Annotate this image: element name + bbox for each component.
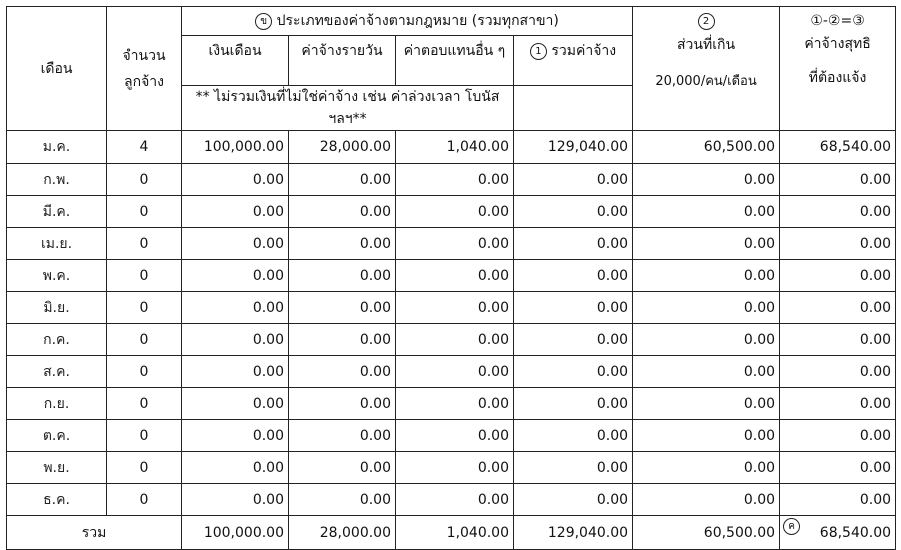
cell-excess: 0.00 xyxy=(633,324,780,356)
cell-salary: 0.00 xyxy=(182,164,289,196)
cell-daily: 0.00 xyxy=(289,356,396,388)
table-row xyxy=(7,324,896,356)
table-row xyxy=(7,452,896,484)
header-wage-type-label: ประเภทของค่าจ้างตามกฎหมาย (รวมทุกสาขา) xyxy=(276,13,559,29)
cell-salary: 0.00 xyxy=(182,388,289,420)
cell-excess: 0.00 xyxy=(633,292,780,324)
cell-month: เม.ย. xyxy=(7,228,107,260)
cell-net: 0.00 xyxy=(780,356,896,388)
cell-total: 0.00 xyxy=(514,420,633,452)
cell-excess: 0.00 xyxy=(633,356,780,388)
cell-other: 0.00 xyxy=(396,324,514,356)
cell-other: 0.00 xyxy=(396,164,514,196)
cell-excess: 0.00 xyxy=(633,484,780,516)
totals-row xyxy=(7,516,896,550)
cell-net: 0.00 xyxy=(780,420,896,452)
cell-daily: 28,000.00 xyxy=(289,131,396,164)
cell-daily: 0.00 xyxy=(289,164,396,196)
cell-net: 68,540.00 xyxy=(780,131,896,164)
cell-net: 0.00 xyxy=(780,292,896,324)
cell-total: 0.00 xyxy=(514,324,633,356)
cell-total: 0.00 xyxy=(514,484,633,516)
cell-salary: 100,000.00 xyxy=(182,131,289,164)
cell-employees: 0 xyxy=(107,420,182,452)
totals-total: 129,040.00 xyxy=(514,516,633,550)
header-net-title: ค่าจ้างสุทธิ xyxy=(804,36,871,52)
table-row xyxy=(7,356,896,388)
cell-total: 0.00 xyxy=(514,196,633,228)
cell-month: พ.ย. xyxy=(7,452,107,484)
cell-salary: 0.00 xyxy=(182,292,289,324)
totals-net-cell xyxy=(780,516,896,550)
header-note: ** ไม่รวมเงินที่ไม่ใช่ค่าจ้าง เช่น ค่าล่วงเวลา โบนัส ฯลฯ** xyxy=(182,86,514,131)
cell-other: 0.00 xyxy=(396,420,514,452)
cell-month: ก.ค. xyxy=(7,324,107,356)
cell-other: 0.00 xyxy=(396,228,514,260)
cell-employees: 0 xyxy=(107,260,182,292)
cell-net: 0.00 xyxy=(780,196,896,228)
cell-daily: 0.00 xyxy=(289,484,396,516)
cell-daily: 0.00 xyxy=(289,228,396,260)
cell-month: ส.ค. xyxy=(7,356,107,388)
cell-daily: 0.00 xyxy=(289,260,396,292)
cell-other: 0.00 xyxy=(396,452,514,484)
table-row xyxy=(7,228,896,260)
header-total-wage-label: รวมค่าจ้าง xyxy=(551,43,617,59)
totals-salary: 100,000.00 xyxy=(182,516,289,550)
header-salary: เงินเดือน xyxy=(182,36,289,86)
cell-daily: 0.00 xyxy=(289,196,396,228)
header-excess-sub: 20,000/คน/เดือน xyxy=(655,74,757,89)
header-excess-title: ส่วนที่เกิน xyxy=(677,37,736,53)
cell-net: 0.00 xyxy=(780,260,896,292)
cell-total: 0.00 xyxy=(514,164,633,196)
marker-kho-khwai-icon: ค xyxy=(783,518,800,535)
cell-employees: 0 xyxy=(107,228,182,260)
cell-salary: 0.00 xyxy=(182,420,289,452)
cell-employees: 0 xyxy=(107,324,182,356)
header-net-formula: ①-②=③ xyxy=(810,13,865,29)
cell-daily: 0.00 xyxy=(289,452,396,484)
cell-total: 0.00 xyxy=(514,228,633,260)
cell-daily: 0.00 xyxy=(289,388,396,420)
cell-excess: 0.00 xyxy=(633,228,780,260)
table-row xyxy=(7,420,896,452)
cell-salary: 0.00 xyxy=(182,196,289,228)
table-row xyxy=(7,196,896,228)
cell-salary: 0.00 xyxy=(182,228,289,260)
totals-other: 1,040.00 xyxy=(396,516,514,550)
cell-excess: 0.00 xyxy=(633,164,780,196)
cell-excess: 0.00 xyxy=(633,452,780,484)
cell-net: 0.00 xyxy=(780,324,896,356)
cell-salary: 0.00 xyxy=(182,484,289,516)
cell-month: ต.ค. xyxy=(7,420,107,452)
cell-employees: 0 xyxy=(107,356,182,388)
cell-total: 0.00 xyxy=(514,452,633,484)
cell-month: พ.ค. xyxy=(7,260,107,292)
totals-net: 68,540.00 xyxy=(819,524,892,541)
cell-month: มิ.ย. xyxy=(7,292,107,324)
totals-label: รวม xyxy=(7,516,182,550)
cell-month: ธ.ค. xyxy=(7,484,107,516)
header-employees-text: จำนวน ลูกจ้าง xyxy=(122,47,166,90)
cell-net: 0.00 xyxy=(780,164,896,196)
wage-report-table xyxy=(6,6,896,550)
cell-salary: 0.00 xyxy=(182,324,289,356)
table-row xyxy=(7,260,896,292)
table-row xyxy=(7,484,896,516)
marker-kho-icon: ข xyxy=(255,13,272,30)
cell-total: 129,040.00 xyxy=(514,131,633,164)
cell-other: 0.00 xyxy=(396,260,514,292)
cell-excess: 60,500.00 xyxy=(633,131,780,164)
header-month: เดือน xyxy=(7,7,107,131)
cell-excess: 0.00 xyxy=(633,388,780,420)
header-note-blank xyxy=(514,86,633,131)
cell-net: 0.00 xyxy=(780,452,896,484)
cell-employees: 0 xyxy=(107,484,182,516)
cell-month: มี.ค. xyxy=(7,196,107,228)
table-row xyxy=(7,164,896,196)
cell-net: 0.00 xyxy=(780,388,896,420)
cell-excess: 0.00 xyxy=(633,420,780,452)
cell-employees: 0 xyxy=(107,388,182,420)
cell-daily: 0.00 xyxy=(289,292,396,324)
cell-net: 0.00 xyxy=(780,484,896,516)
cell-other: 0.00 xyxy=(396,388,514,420)
cell-month: ม.ค. xyxy=(7,131,107,164)
cell-total: 0.00 xyxy=(514,260,633,292)
cell-employees: 0 xyxy=(107,196,182,228)
header-net xyxy=(780,7,896,131)
cell-total: 0.00 xyxy=(514,292,633,324)
cell-other: 0.00 xyxy=(396,292,514,324)
header-excess xyxy=(633,7,780,131)
totals-excess: 60,500.00 xyxy=(633,516,780,550)
header-employees xyxy=(107,7,182,131)
cell-other: 1,040.00 xyxy=(396,131,514,164)
cell-salary: 0.00 xyxy=(182,260,289,292)
table-row xyxy=(7,292,896,324)
cell-net: 0.00 xyxy=(780,228,896,260)
table-row xyxy=(7,388,896,420)
cell-daily: 0.00 xyxy=(289,420,396,452)
header-other-comp: ค่าตอบแทนอื่น ๆ xyxy=(396,36,514,86)
cell-daily: 0.00 xyxy=(289,324,396,356)
cell-excess: 0.00 xyxy=(633,196,780,228)
cell-salary: 0.00 xyxy=(182,452,289,484)
cell-other: 0.00 xyxy=(396,196,514,228)
cell-month: ก.พ. xyxy=(7,164,107,196)
header-daily-wage: ค่าจ้างรายวัน xyxy=(289,36,396,86)
cell-excess: 0.00 xyxy=(633,260,780,292)
header-total-wage xyxy=(514,36,633,86)
cell-employees: 0 xyxy=(107,164,182,196)
cell-salary: 0.00 xyxy=(182,356,289,388)
marker-two-icon: 2 xyxy=(698,13,715,30)
cell-other: 0.00 xyxy=(396,356,514,388)
cell-total: 0.00 xyxy=(514,388,633,420)
marker-one-icon: 1 xyxy=(530,43,547,60)
cell-employees: 4 xyxy=(107,131,182,164)
totals-daily: 28,000.00 xyxy=(289,516,396,550)
cell-employees: 0 xyxy=(107,292,182,324)
table-row xyxy=(7,131,896,164)
cell-employees: 0 xyxy=(107,452,182,484)
header-net-sub: ที่ต้องแจ้ง xyxy=(808,70,867,86)
cell-total: 0.00 xyxy=(514,356,633,388)
cell-month: ก.ย. xyxy=(7,388,107,420)
cell-other: 0.00 xyxy=(396,484,514,516)
header-wage-type xyxy=(182,7,633,36)
